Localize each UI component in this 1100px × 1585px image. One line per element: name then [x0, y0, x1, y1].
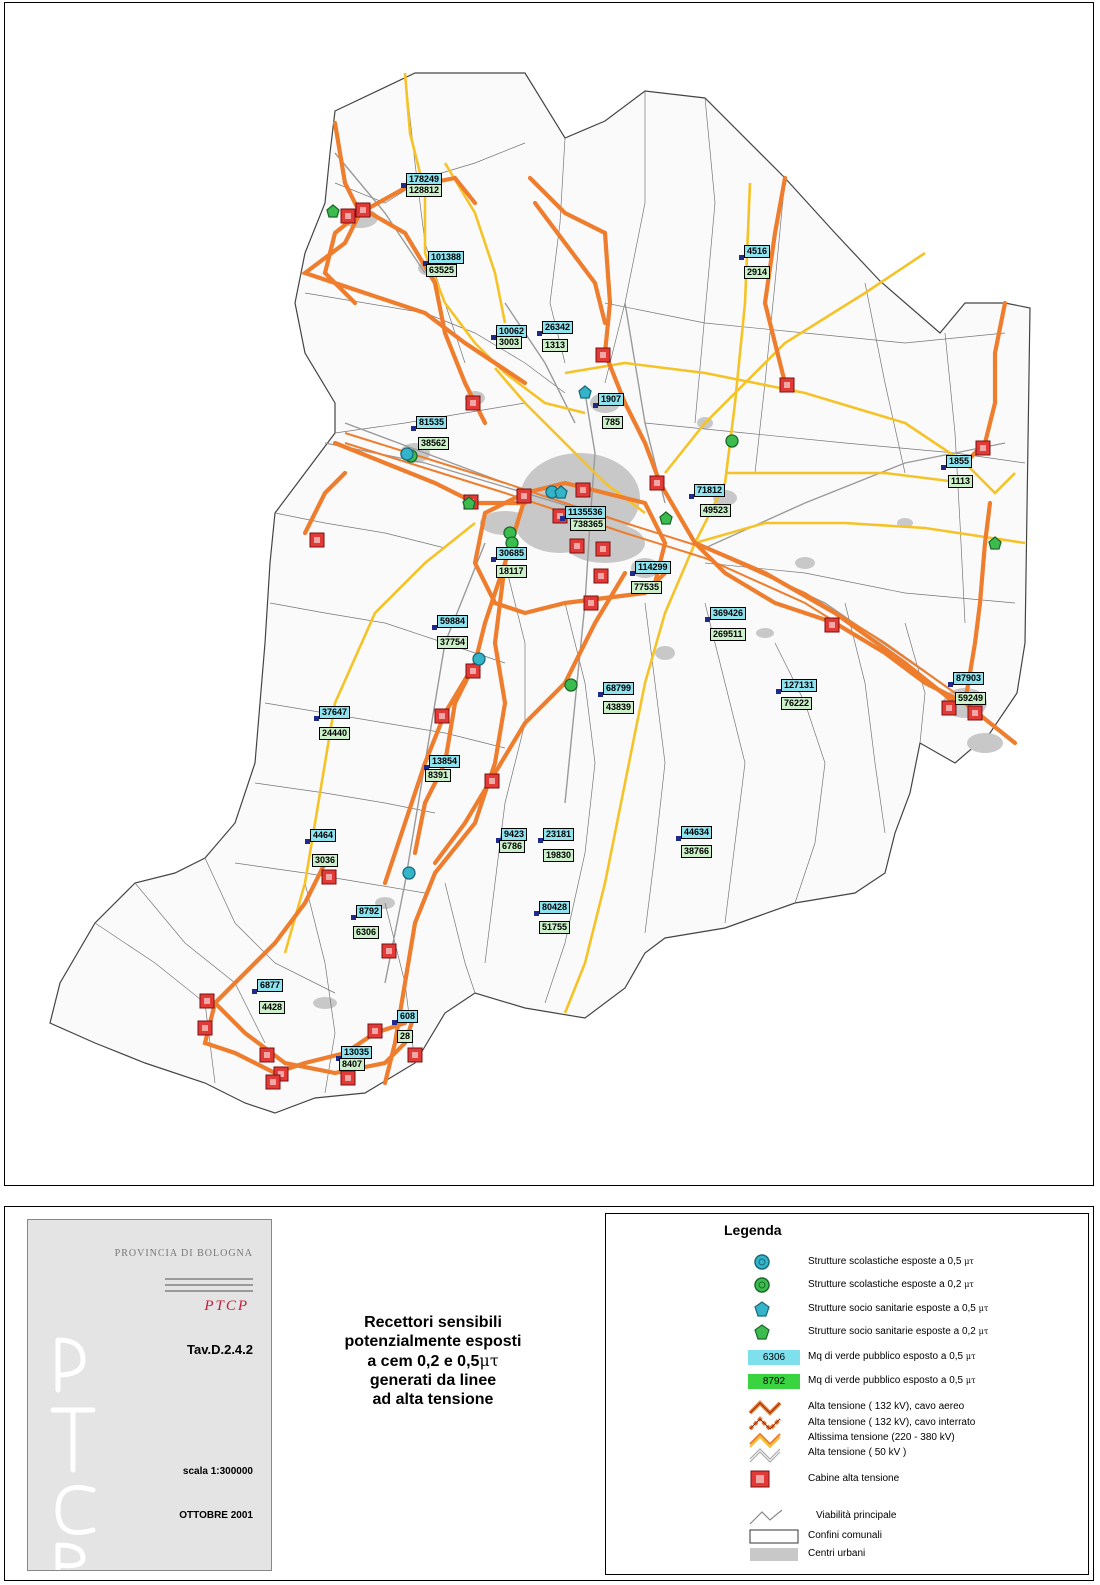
legend-cabine-label: Cabine alta tensione — [808, 1473, 900, 1484]
exposed-area-05-label: 101388 — [428, 251, 464, 264]
exposed-area-05-label: 13035 — [341, 1046, 372, 1059]
exposed-area-02-label: 51755 — [539, 921, 570, 934]
substation-marker-inner — [360, 207, 366, 213]
title-line-4: generati da linee — [369, 1372, 497, 1389]
exposed-area-02-label: 18117 — [496, 565, 527, 578]
exposed-area-05-label: 37647 — [319, 706, 350, 719]
exposed-area-05-label: 6877 — [257, 979, 283, 992]
main-road-icon — [748, 1506, 810, 1526]
substation-marker-inner — [600, 546, 606, 552]
substation-marker-inner — [386, 948, 392, 954]
substation-marker-inner — [574, 543, 580, 549]
substation-marker-inner — [972, 710, 978, 716]
cover-thumbnail — [27, 1219, 272, 1571]
legend-row-viabilita — [748, 1506, 1078, 1526]
legend-row-cabine — [748, 1469, 1078, 1489]
map-frame — [4, 2, 1094, 1186]
province-outline — [50, 73, 1030, 1113]
exposed-area-02-label: 63525 — [426, 264, 457, 277]
school-receptor-marker — [565, 679, 577, 691]
exposed-area-02-label: 6306 — [353, 926, 379, 939]
legend-altissima-label: Altissima tensione (220 - 380 kV) — [808, 1432, 955, 1443]
substation-marker-inner — [470, 668, 476, 674]
ht-50kv-line-icon — [748, 1443, 810, 1463]
exposed-area-02-label: 59249 — [955, 692, 986, 705]
title-unit: μτ — [479, 1351, 499, 1370]
legend-centri-label: Centri urbani — [808, 1548, 866, 1559]
exposed-area-05-label: 44634 — [681, 826, 712, 839]
exposed-area-05-label: 1135536 — [565, 506, 606, 519]
exposed-area-02-label: 738365 — [570, 518, 606, 531]
green-area-05-sample: 6306 — [748, 1350, 800, 1365]
legend-viabilita-label: Viabilità principale — [816, 1510, 897, 1521]
legend-title: Legenda — [724, 1222, 782, 1238]
substation-marker-inner — [412, 1052, 418, 1058]
legend-row-health-02 — [748, 1322, 1078, 1342]
substation-marker-inner — [470, 400, 476, 406]
legend-green-02-label: Mq di verde pubblico esposto a 0,5 μτ — [808, 1375, 976, 1386]
substation-marker-inner — [946, 705, 952, 711]
legend-row-centri — [748, 1544, 1078, 1564]
table-number: Tav.D.2.4.2 — [187, 1342, 253, 1357]
substation-marker-inner — [600, 352, 606, 358]
legend-row-schools-02 — [748, 1275, 1078, 1295]
legend-ht-aereo-label: Alta tensione ( 132 kV), cavo aereo — [808, 1401, 965, 1412]
school-receptor-marker — [401, 448, 413, 460]
legend-confini-label: Confini comunali — [808, 1530, 882, 1541]
ptcp-watermark — [38, 1330, 118, 1570]
exposed-area-02-label: 37754 — [437, 636, 468, 649]
exposed-area-05-label: 80428 — [539, 901, 570, 914]
substation-marker-inner — [784, 382, 790, 388]
map-title — [283, 1313, 583, 1409]
exposed-area-02-label: 8407 — [339, 1058, 365, 1071]
exposed-area-05-label: 369426 — [710, 607, 746, 620]
exposed-area-05-label: 114299 — [635, 561, 671, 574]
substation-marker-inner — [829, 622, 835, 628]
legend-row-confini — [748, 1526, 1078, 1546]
substation-marker-inner — [580, 487, 586, 493]
exposed-area-05-label: 30685 — [496, 547, 527, 560]
legend-schools-02-label: Strutture scolastiche esposte a 0,2 μτ — [808, 1279, 974, 1290]
exposed-area-02-label: 2914 — [744, 266, 770, 279]
substation-marker-inner — [980, 445, 986, 451]
green-area-02-sample: 8792 — [748, 1374, 800, 1389]
legend-panel — [605, 1213, 1089, 1575]
legend-row-health-05 — [748, 1299, 1078, 1319]
substation-marker-inner — [489, 778, 495, 784]
school-receptor-marker — [403, 867, 415, 879]
exposed-area-02-label: 1313 — [542, 339, 568, 352]
exposed-area-02-label: 3003 — [496, 336, 522, 349]
substation-marker-inner — [326, 874, 332, 880]
exposed-area-02-label: 28 — [397, 1030, 413, 1043]
substation-marker-inner — [314, 537, 320, 543]
exposed-area-02-label: 128812 — [406, 184, 442, 197]
substation-marker-inner — [654, 480, 660, 486]
legend-health-02-label: Strutture socio sanitarie esposte a 0,2 μτ — [808, 1326, 989, 1337]
legend-ht-50-label: Alta tensione ( 50 kV ) — [808, 1447, 907, 1458]
exposed-area-05-label: 608 — [397, 1010, 418, 1023]
province-map — [5, 3, 1094, 1186]
substation-marker-inner — [588, 600, 594, 606]
substation-marker-inner — [202, 1025, 208, 1031]
exposed-area-02-label: 8391 — [425, 769, 451, 782]
substation-marker-inner — [264, 1052, 270, 1058]
legend-green-05-label: Mq di verde pubblico esposto a 0,5 μτ — [808, 1351, 976, 1362]
substation-marker-inner — [521, 493, 527, 499]
exposed-area-05-label: 1907 — [598, 393, 624, 406]
exposed-area-05-label: 1855 — [946, 455, 972, 468]
exposed-area-05-label: 68799 — [603, 682, 634, 695]
exposed-area-05-label: 127131 — [781, 679, 817, 692]
legend-row-ht-50 — [748, 1443, 1078, 1463]
exposed-area-02-label: 19830 — [543, 849, 574, 862]
ptcp-logo: PTCP — [204, 1298, 249, 1314]
footer-panel — [4, 1206, 1094, 1581]
exposed-area-05-label: 8792 — [356, 905, 382, 918]
map-scale: scala 1:300000 — [182, 1466, 253, 1477]
exposed-area-05-label: 81535 — [416, 416, 447, 429]
urban-area-icon — [748, 1544, 810, 1564]
school-05-icon — [748, 1252, 810, 1272]
legend-row-schools-05 — [748, 1252, 1078, 1272]
substation-marker-inner — [345, 1075, 351, 1081]
exposed-area-02-label: 4428 — [259, 1001, 285, 1014]
exposed-area-02-label: 77535 — [631, 581, 662, 594]
exposed-area-02-label: 6786 — [499, 840, 525, 853]
title-line-2: potenzialmente esposti — [344, 1333, 522, 1350]
substation-marker-inner — [372, 1028, 378, 1034]
substation-marker-inner — [439, 713, 445, 719]
exposed-area-05-label: 71812 — [694, 484, 725, 497]
exposed-area-05-label: 10062 — [496, 325, 527, 338]
exposed-area-05-label: 178249 — [406, 173, 442, 186]
substation-marker-inner — [204, 998, 210, 1004]
substation-marker-inner — [345, 213, 351, 219]
legend-ht-interrato-label: Alta tensione ( 132 kV), cavo interrato — [808, 1417, 976, 1428]
exposed-area-02-label: 38766 — [681, 845, 712, 858]
exposed-area-05-label: 23181 — [543, 828, 574, 841]
health-02-icon — [748, 1322, 810, 1342]
exposed-area-02-label: 43839 — [603, 701, 634, 714]
substation-icon — [748, 1469, 810, 1489]
exposed-area-02-label: 76222 — [781, 697, 812, 710]
health-05-icon — [748, 1299, 810, 1319]
exposed-area-02-label: 24440 — [319, 727, 350, 740]
title-line-1: Recettori sensibili — [364, 1314, 502, 1331]
exposed-area-05-label: 13854 — [429, 755, 460, 768]
legend-health-05-label: Strutture socio sanitarie esposte a 0,5 μτ — [808, 1303, 989, 1314]
school-receptor-marker — [473, 653, 485, 665]
legend-row-green-02 — [748, 1371, 1078, 1391]
exposed-area-05-label: 26342 — [542, 321, 573, 334]
title-line-3 — [283, 1351, 583, 1371]
title-line-3-text: a cem 0,2 e 0,5 — [367, 1353, 480, 1370]
issue-date: OTTOBRE 2001 — [179, 1510, 253, 1521]
exposed-area-02-label: 49523 — [700, 504, 731, 517]
school-02-icon — [748, 1275, 810, 1295]
exposed-area-02-label: 3036 — [312, 854, 338, 867]
exposed-area-05-label: 4516 — [744, 245, 770, 258]
exposed-area-02-label: 1113 — [948, 475, 973, 488]
title-line-5: ad alta tensione — [372, 1391, 494, 1408]
school-receptor-marker — [726, 435, 738, 447]
exposed-area-02-label: 269511 — [710, 628, 746, 641]
exposed-area-02-label: 38562 — [418, 437, 449, 450]
exposed-area-02-label: 785 — [602, 416, 623, 429]
substation-marker-inner — [270, 1079, 276, 1085]
exposed-area-05-label: 4464 — [310, 829, 336, 842]
exposed-area-05-label: 87903 — [953, 672, 984, 685]
province-name: PROVINCIA DI BOLOGNA — [114, 1248, 253, 1259]
municipal-boundary-icon — [748, 1526, 810, 1546]
exposed-area-05-label: 9423 — [501, 828, 527, 841]
exposed-area-05-label: 59884 — [437, 615, 468, 628]
ptcp-logo-stripes — [165, 1278, 253, 1296]
legend-schools-05-label: Strutture scolastiche esposte a 0,5 μτ — [808, 1256, 974, 1267]
legend-row-green-05 — [748, 1347, 1078, 1367]
substation-marker-inner — [598, 573, 604, 579]
